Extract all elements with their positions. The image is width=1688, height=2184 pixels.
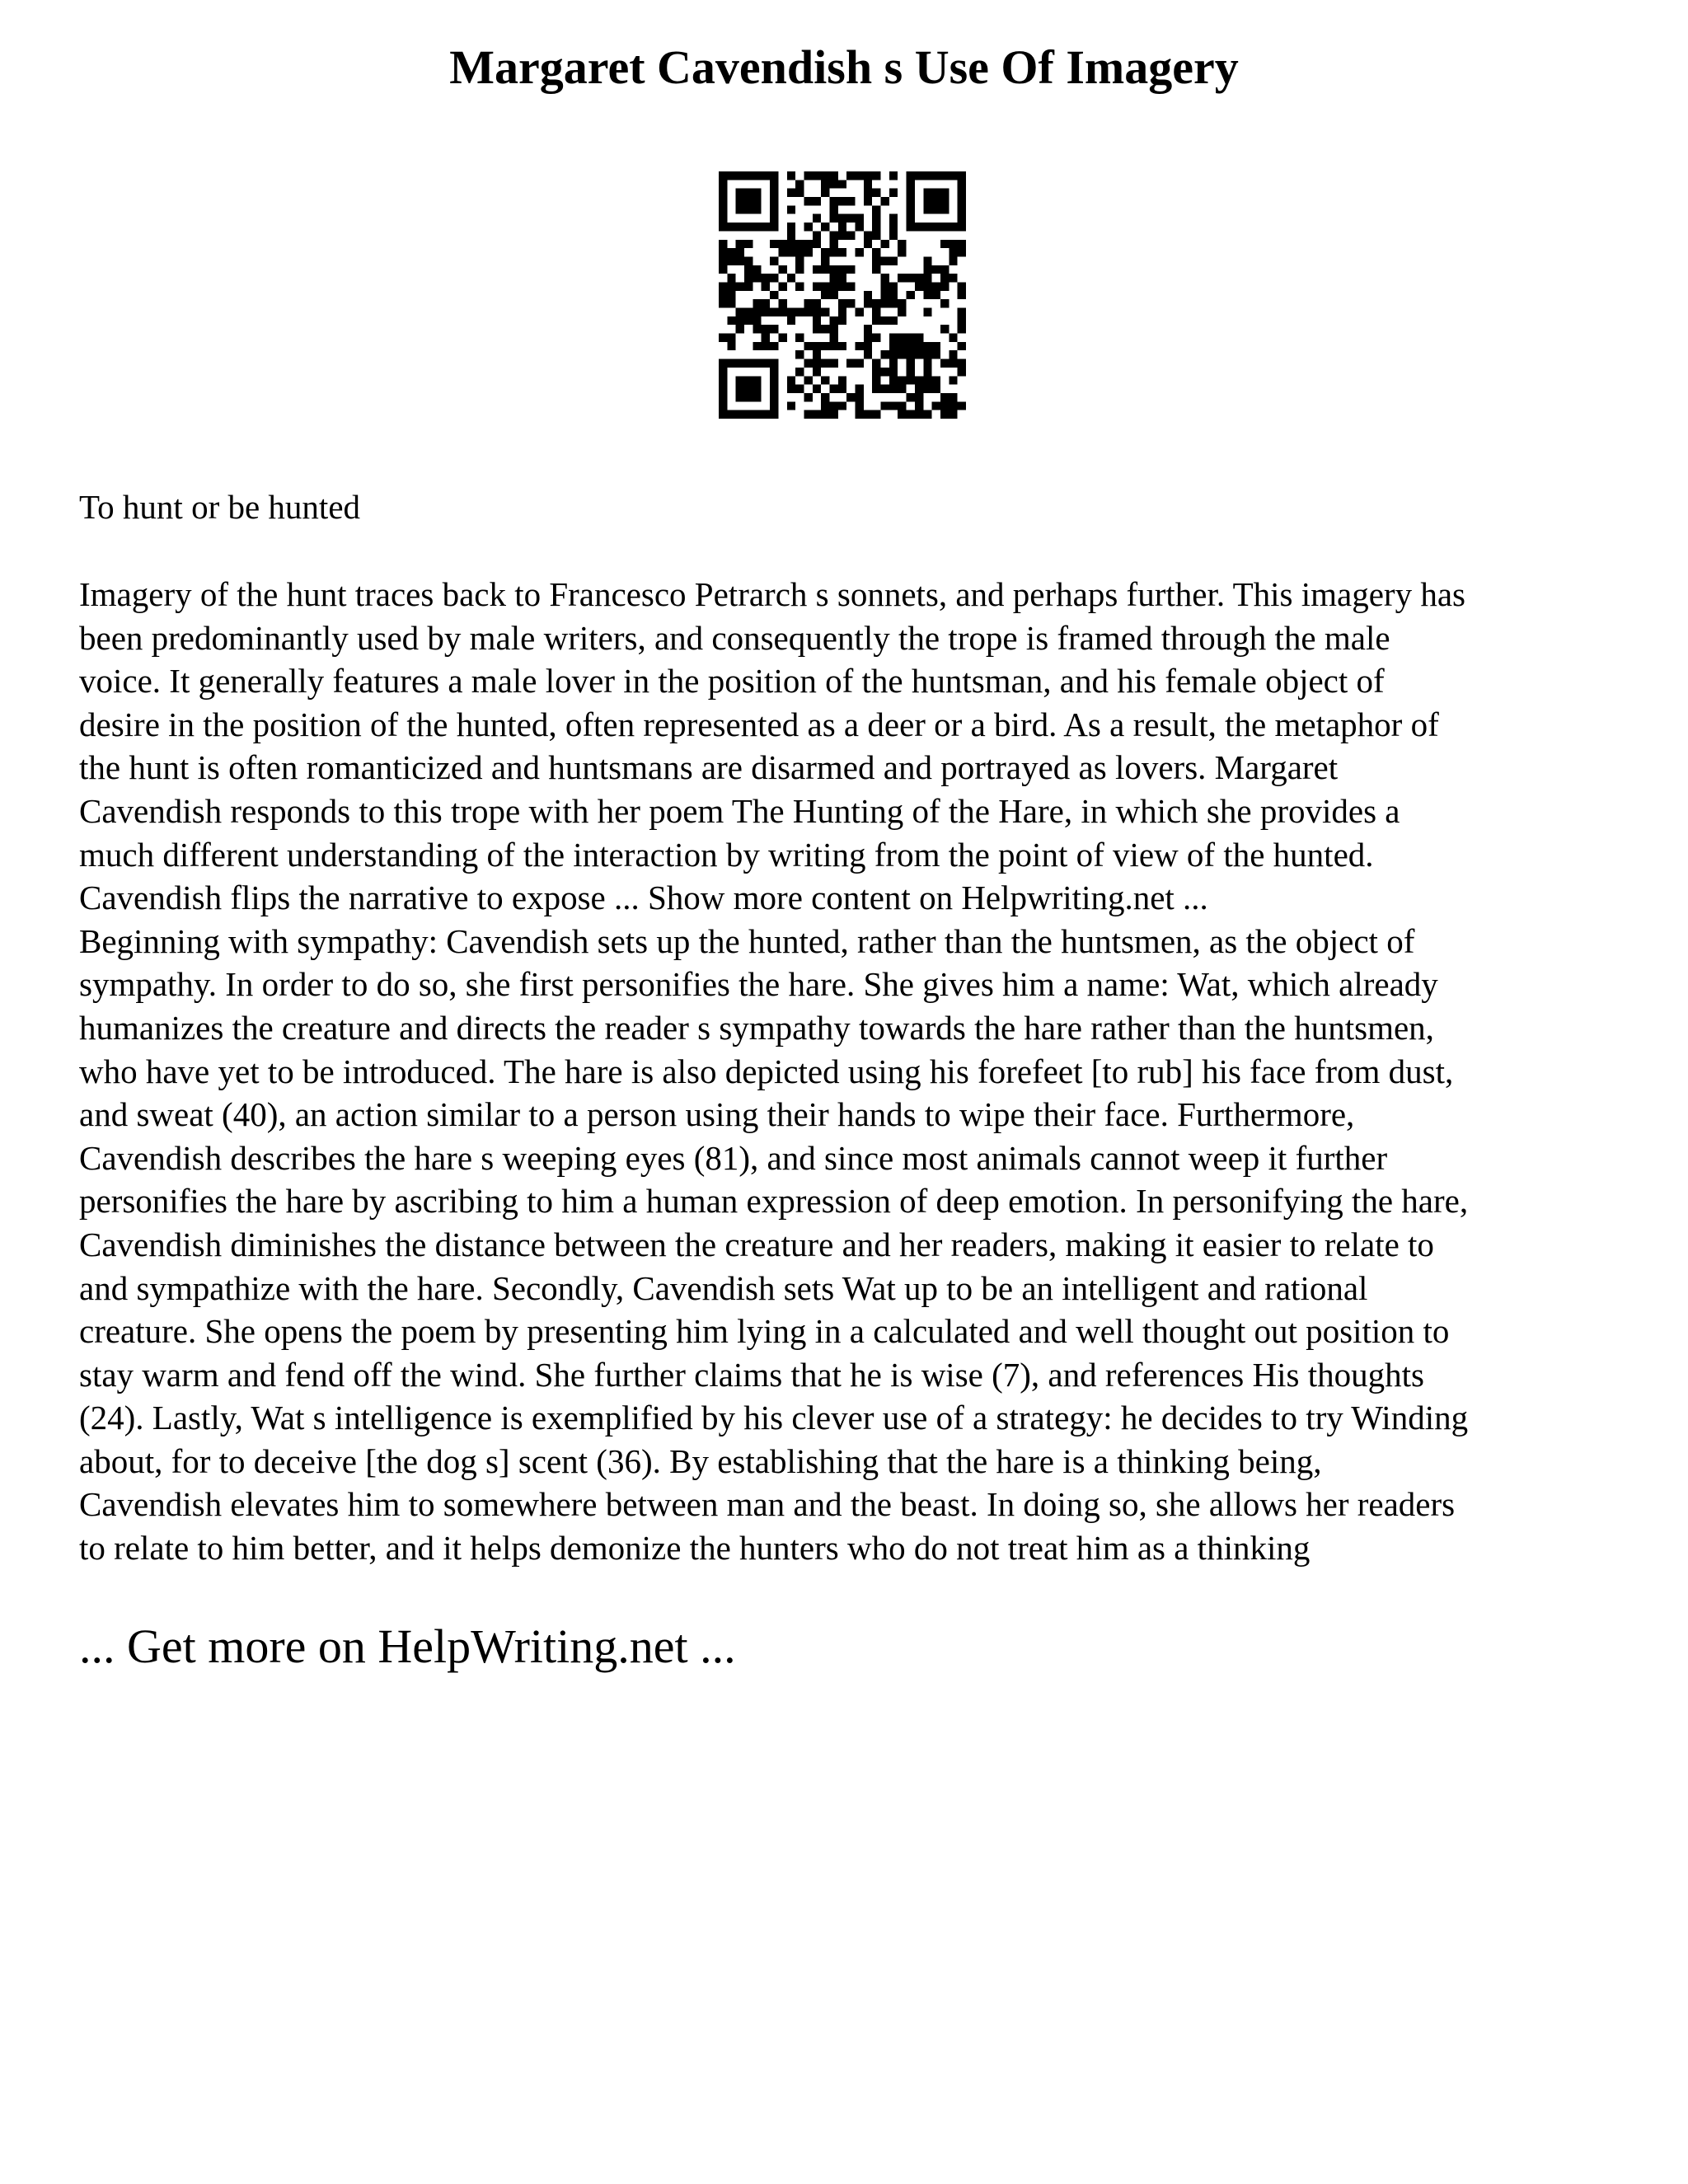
section-subtitle: To hunt or be hunted	[79, 488, 361, 526]
qr-code-icon	[719, 171, 966, 419]
body-paragraph: Imagery of the hunt traces back to Francesco Petrarch s sonnets, and perhaps further. This imagery has been predominantly used by male writers, and consequently the trope is framed through the male voice. It generally features a male lover in the position of the huntsman, and his female object of desire in the position of the hunted, often represented as a deer or a bird. As a result, the metaphor of the hunt is often romanticized and huntsmans are disarmed and portrayed as lovers. Margaret Cavendish responds to this trope with her poem The Hunting of the Hare, in which she provides a much different understanding of the interaction by writing from the point of view of the hunted. Cavendish flips the narrative to expose ... Show more content on Helpwriting.net ... Beginning with sympathy: Cavendish sets up the hunted, rather than the huntsmen, as the object of sympathy. In order to do so, she first personifies the hare. She gives him a name: Wat, which already humanizes the creature and directs the reader s sympathy towards the hare rather than the huntsmen, who have yet to be introduced. The hare is also depicted using his forefeet [to rub] his face from dust, and sweat (40), an action similar to a person using their hands to wipe their face. Furthermore, Cavendish describes the hare s weeping eyes (81), and since most animals cannot weep it further personifies the hare by ascribing to him a human expression of deep emotion. In personifying the hare, Cavendish diminishes the distance between the creature and her readers, making it easier to relate to and sympathize with the hare. Secondly, Cavendish sets Wat up to be an intelligent and rational creature. She opens the poem by presenting him lying in a calculated and well thought out position to stay warm and fend off the wind. She further claims that he is wise (7), and references His thoughts (24). Lastly, Wat s intelligence is exemplified by his clever use of a strategy: he decides to try Winding about, for to deceive [the dog s] scent (36). By establishing that the hare is a thinking being, Cavendish elevates him to somewhere between man and the beast. In doing so, she allows her readers to relate to him better, and it helps demonize the hunters who do not treat him as a thinking	[79, 575, 1469, 1568]
get-more-link[interactable]: ... Get more on HelpWriting.net ...	[79, 1619, 736, 1673]
page-title: Margaret Cavendish s Use Of Imagery	[449, 40, 1239, 94]
